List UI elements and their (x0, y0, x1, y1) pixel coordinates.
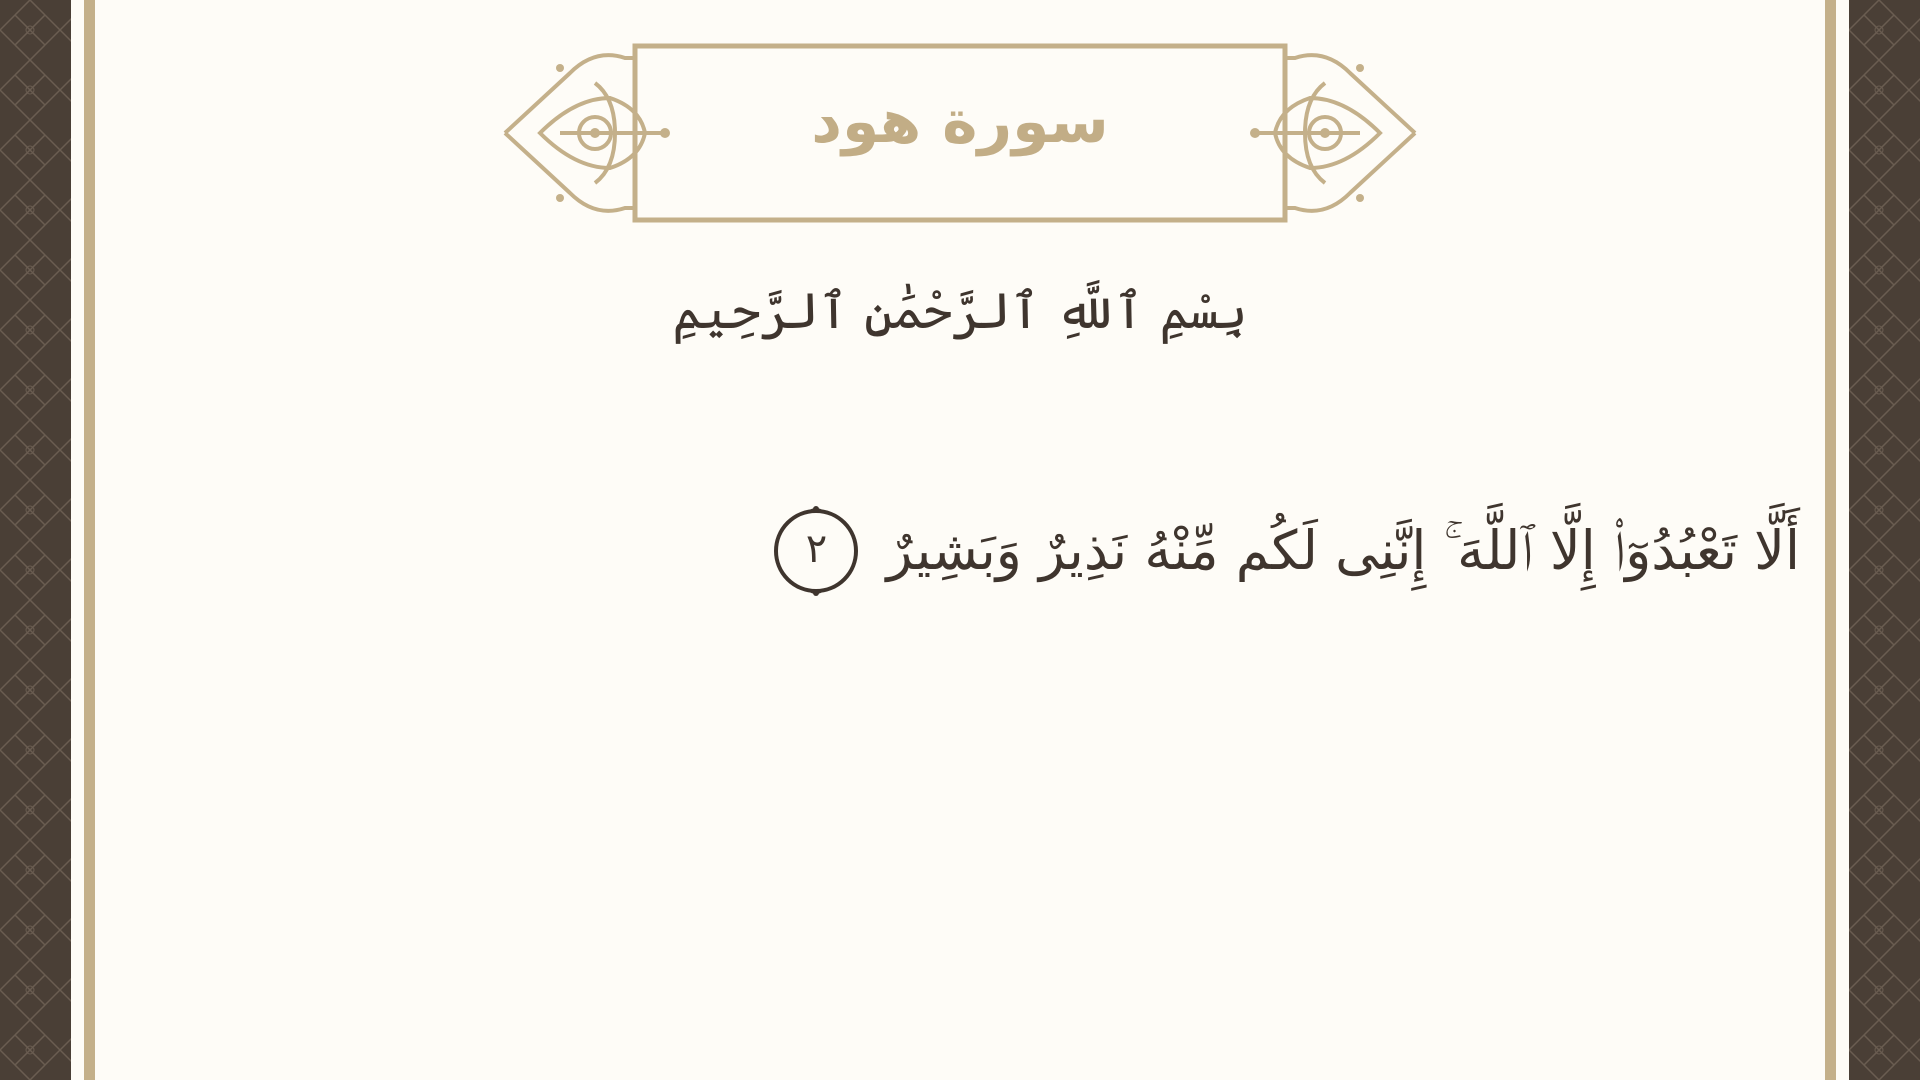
ayah-number-marker (770, 505, 862, 597)
left-ornamental-border (0, 0, 71, 1080)
basmala: بِسْمِ ٱللَّهِ ٱلرَّحْمَٰنِ ٱلرَّحِيمِ (672, 282, 1248, 340)
geometric-pattern-right (1849, 0, 1920, 1080)
right-gold-rule (1825, 0, 1836, 1080)
verse-text: أَلَّا تَعْبُدُوٓا۟ إِلَّا ٱللَّهَ ۚ إِنَّنِى لَكُم مِّنْهُ نَذِيرٌ وَبَشِيرٌ (886, 519, 1800, 582)
surah-title: سورة هود (811, 87, 1109, 157)
verse-line (770, 505, 1800, 597)
ayah-number: ٢ (805, 526, 828, 572)
right-ornamental-border (1849, 0, 1920, 1080)
geometric-pattern-left (0, 0, 71, 1080)
surah-title-frame (500, 38, 1420, 228)
left-gold-rule (84, 0, 95, 1080)
